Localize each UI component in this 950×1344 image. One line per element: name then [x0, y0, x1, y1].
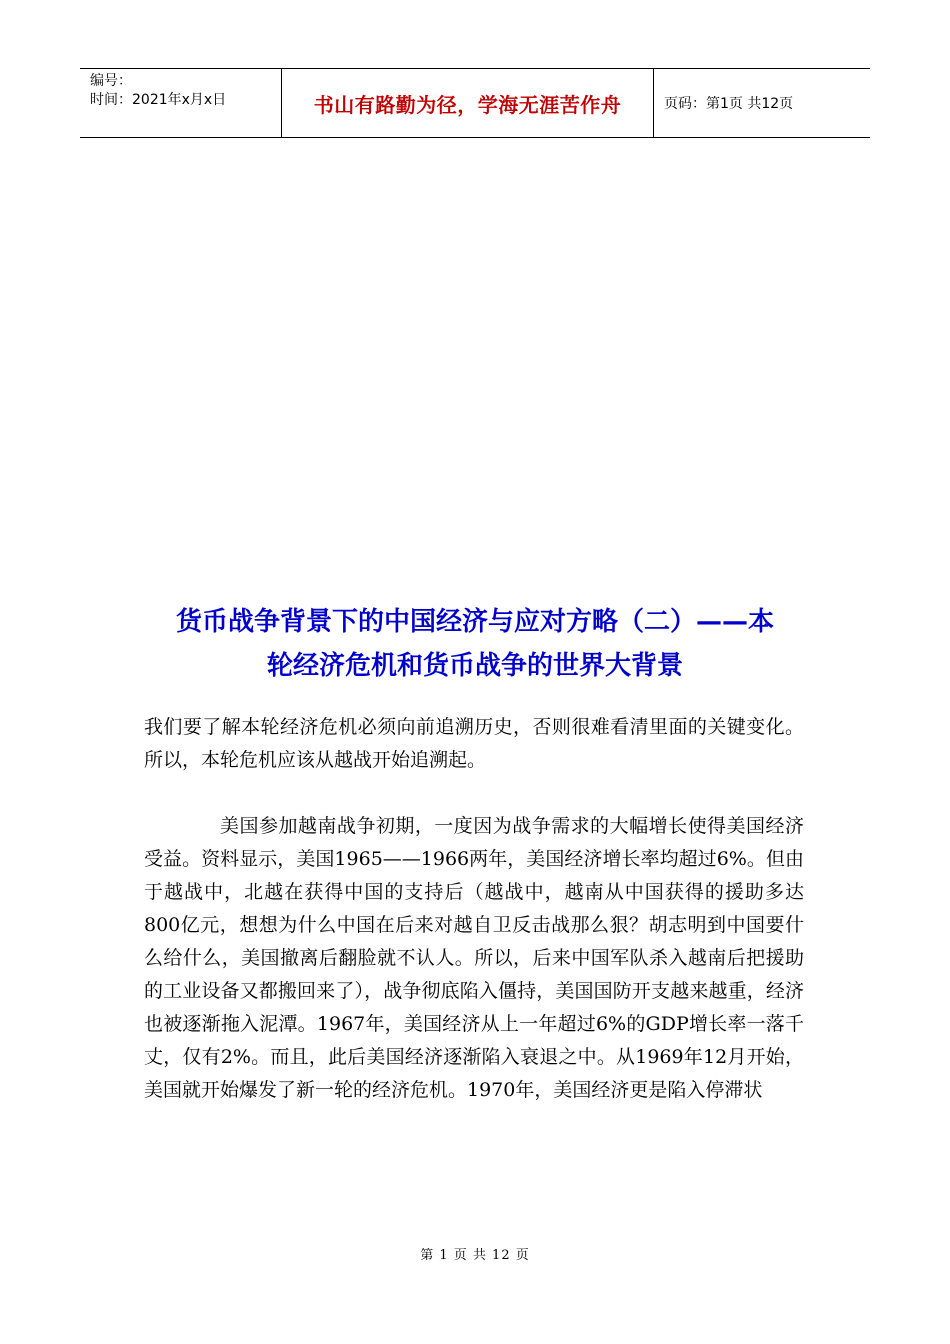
paragraph-2: 美国参加越南战争初期，一度因为战争需求的大幅增长使得美国经济受益。资料显示，美国1965——1966两年，美国经济增长率均超过6%。但由于越战中，北越在获得中国的支持后（越战中，越南从中国获得的援助多达800亿元，想想为什么中国在后来对越自卫反击战那么狠？胡志明到中国要什么给什么，美国撤离后翻脸就不认人。所以，后来中国军队杀入越南后把援助的工业设备又都搬回来了），战争彻底陷入僵持，美国国防开支越来越重，经济也被逐渐拖入泥潭。1967年，美国经济从上一年超过6%的GDP增长率一落千丈，仅有2%。而且，此后美国经济逐渐陷入衰退之中。从1969年12月开始，美国就开始爆发了新一轮的经济危机。1970年，美国经济更是陷入停滞状: [144, 815, 804, 1101]
paragraph-1: 我们要了解本轮经济危机必须向前追溯历史，否则很难看清里面的关键变化。所以，本轮危机应该从越战开始追溯起。: [144, 716, 804, 771]
header-motto: 书山有路勤为径，学海无涯苦作舟: [282, 69, 654, 137]
page-footer: 第 1 页 共 12 页: [420, 1248, 530, 1263]
header-meta: [80, 69, 282, 137]
document-body: [144, 711, 804, 1107]
header-number-label: 编号：: [90, 73, 132, 89]
title-line-1: 货币战争背景下的中国经济与应对方略（二）——本: [175, 607, 774, 637]
title-line-2: 轮经济危机和货币战争的世界大背景: [266, 651, 683, 681]
header-page-info: 页码：第1页 共12页: [664, 96, 794, 112]
page-header: [80, 68, 870, 138]
header-time-label: 时间：2021年x月x日: [90, 92, 227, 108]
document-title: [100, 600, 850, 688]
